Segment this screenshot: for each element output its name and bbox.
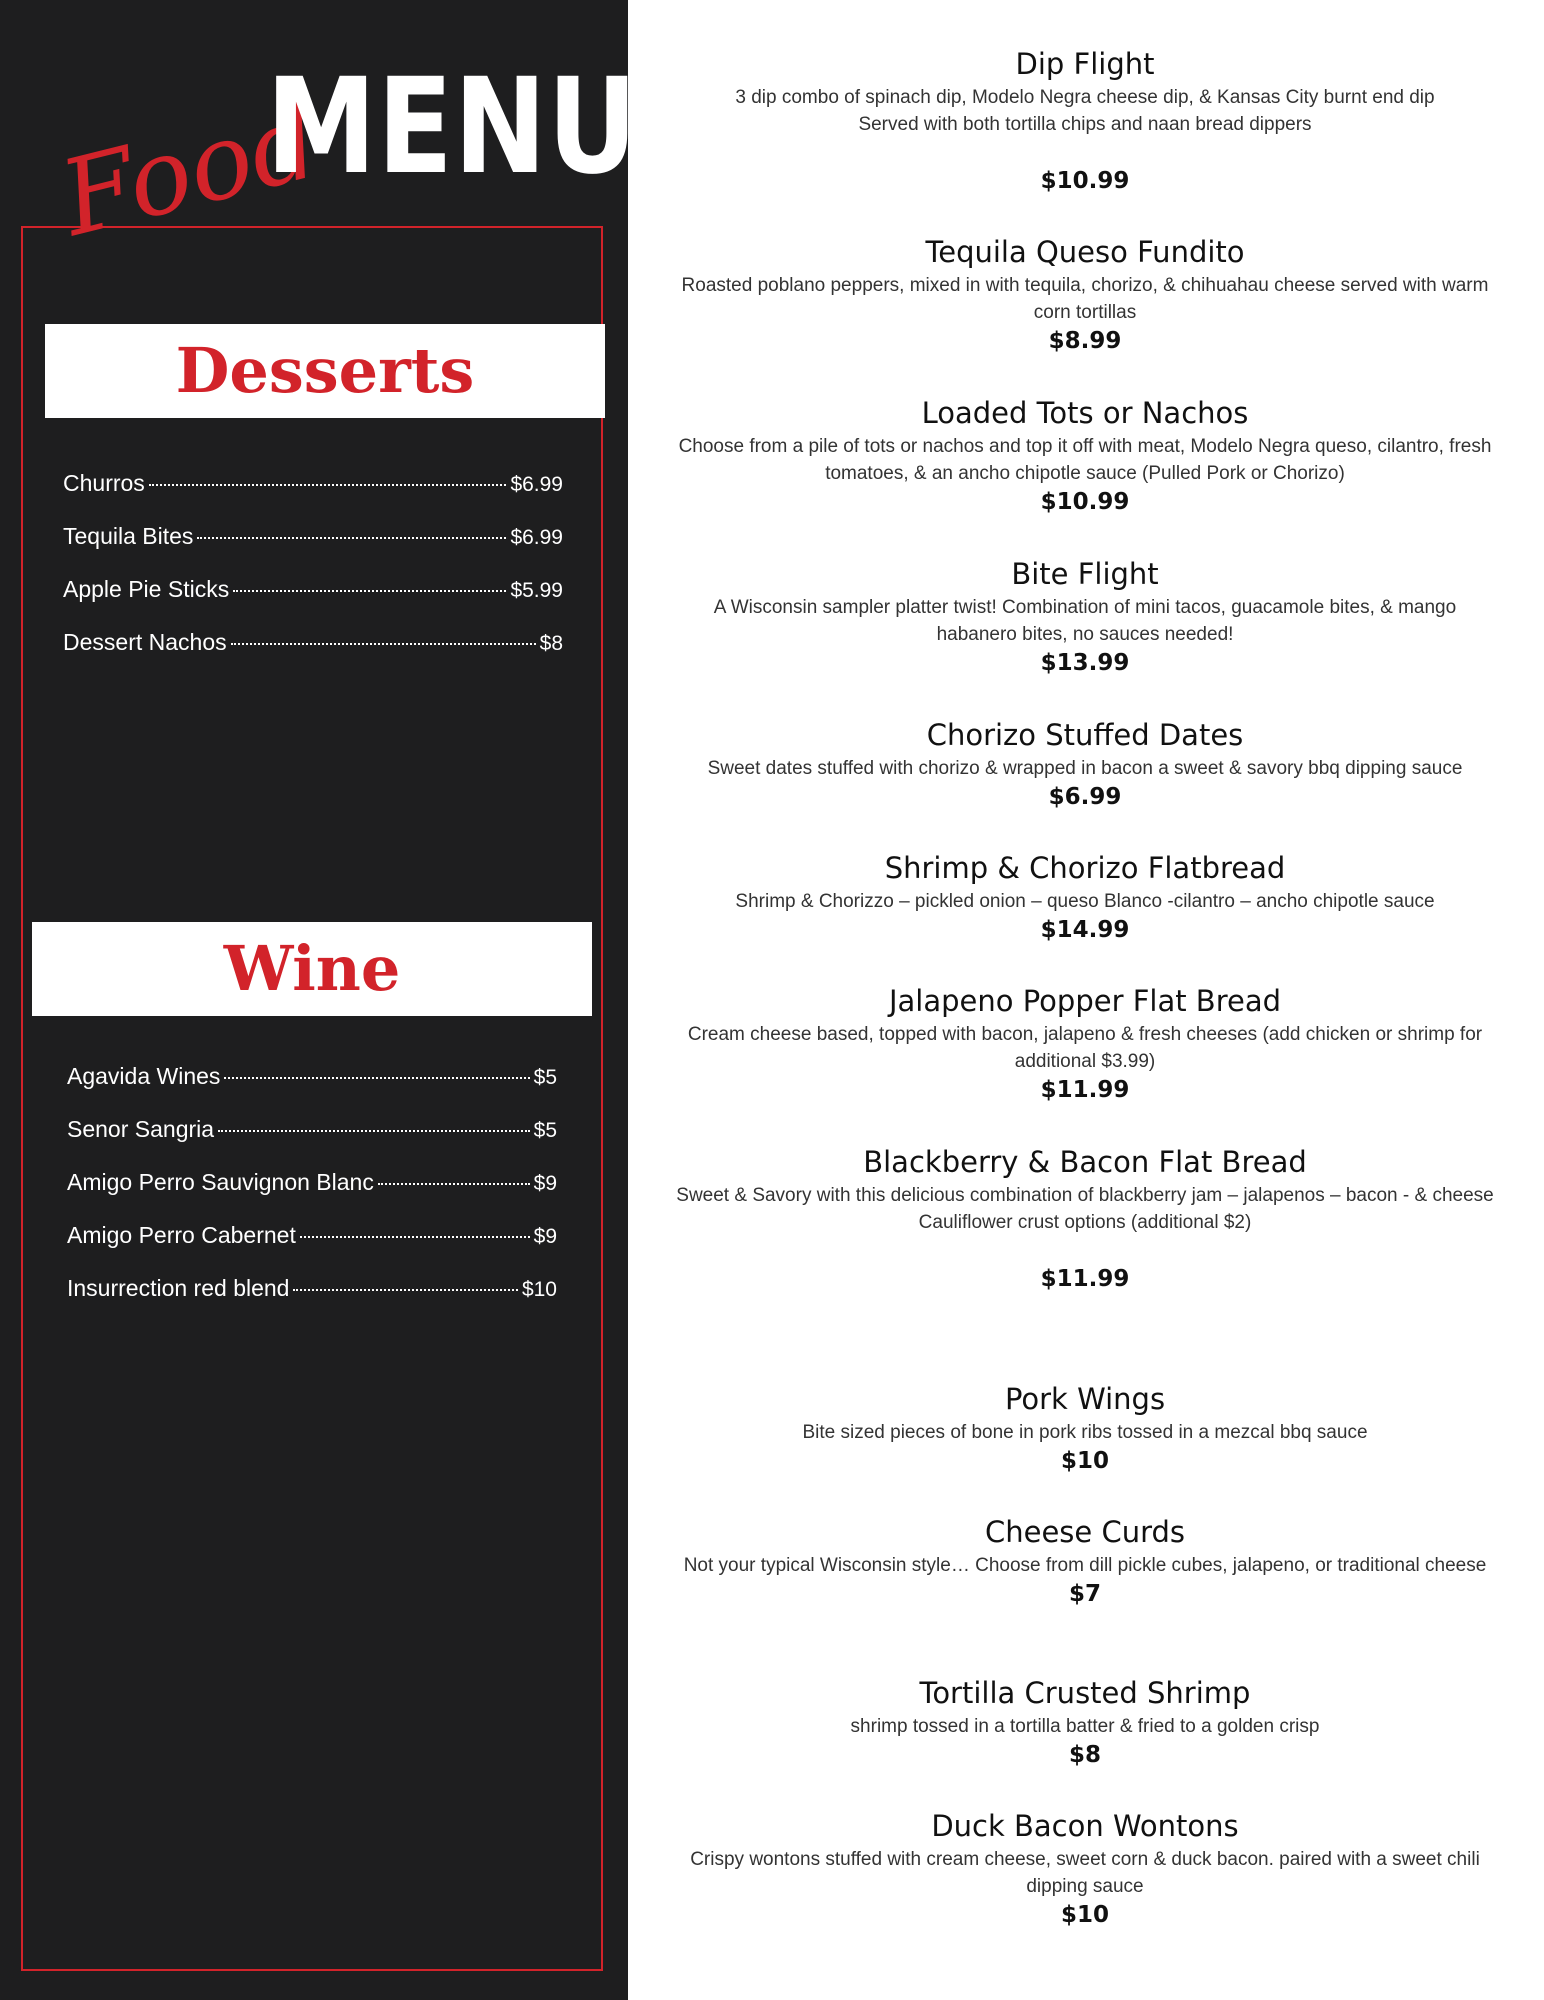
food-item-name: Tortilla Crusted Shrimp (919, 1676, 1251, 1710)
wine-price: $5 (533, 1066, 557, 1089)
wine-name: Senor Sangria (67, 1116, 215, 1142)
dot-leader (149, 484, 507, 486)
food-item-price: $8.99 (1048, 328, 1122, 354)
food-item (668, 715, 1502, 813)
dot-leader (233, 590, 506, 592)
wine-item (67, 1116, 557, 1169)
food-item-description-note: Served with both tortilla chips and naan bread dippers (858, 114, 1312, 135)
food-item-name: Shrimp & Chorizo Flatbread (884, 851, 1286, 885)
wine-name: Insurrection red blend (67, 1275, 290, 1301)
food-item-name: Bite Flight (1011, 557, 1159, 591)
food-script-logo (49, 42, 330, 260)
food-item-description: Sweet & Savory with this delicious combination of blackberry jam – jalapenos – bacon - & cheese (676, 1185, 1494, 1206)
food-item-price: $10.99 (1040, 168, 1130, 194)
food-item-name: Pork Wings (1004, 1382, 1166, 1416)
wine-name: Amigo Perro Cabernet (67, 1222, 296, 1248)
wine-item (67, 1169, 557, 1222)
food-item-description: Crispy wontons stuffed with cream cheese, sweet corn & duck bacon. paired with a sweet chili dipping sauce (690, 1849, 1480, 1897)
food-item (668, 1379, 1502, 1477)
food-item-description: 3 dip combo of spinach dip, Modelo Negra cheese dip, & Kansas City burnt end dip (735, 87, 1435, 108)
food-item-description: shrimp tossed in a tortilla batter & fried to a golden crisp (850, 1716, 1320, 1737)
dot-leader (300, 1236, 530, 1238)
food-item-price: $10 (1060, 1902, 1109, 1928)
dessert-price: $6.99 (510, 526, 563, 549)
food-item-name: Chorizo Stuffed Dates (926, 718, 1244, 752)
wine-heading: Wine (223, 932, 401, 1005)
food-item-name: Duck Bacon Wontons (931, 1809, 1239, 1843)
dot-leader (293, 1289, 517, 1291)
food-item (668, 1142, 1502, 1295)
wine-banner (32, 922, 592, 1016)
food-item (668, 393, 1502, 518)
dessert-item (63, 523, 563, 576)
wine-name: Amigo Perro Sauvignon Blanc (67, 1169, 374, 1195)
dessert-name: Apple Pie Sticks (63, 576, 230, 602)
wine-price: $9 (533, 1172, 557, 1195)
dot-leader (197, 537, 506, 539)
food-item (668, 981, 1502, 1106)
food-item-price: $10.99 (1040, 489, 1130, 515)
food-item-name: Jalapeno Popper Flat Bread (888, 984, 1282, 1018)
food-item-price: $7 (1068, 1581, 1101, 1607)
food-item-price: $8 (1068, 1742, 1101, 1768)
food-item-name: Tequila Queso Fundito (925, 235, 1245, 269)
dot-leader (218, 1130, 530, 1132)
food-item-price: $11.99 (1040, 1266, 1130, 1292)
food-item (668, 232, 1502, 357)
wine-item (67, 1063, 557, 1116)
food-script-text: Food (49, 79, 330, 260)
dessert-item (63, 576, 563, 629)
menu-title: MENU (266, 50, 639, 204)
wine-item (67, 1275, 557, 1328)
dessert-price: $8 (539, 632, 563, 655)
dessert-name: Dessert Nachos (63, 629, 227, 655)
food-item-description: Roasted poblano peppers, mixed in with tequila, chorizo, & chihuahau cheese served with warm corn tortillas (681, 275, 1489, 323)
food-item (668, 1512, 1502, 1610)
dot-leader (378, 1183, 530, 1185)
dessert-item (63, 470, 563, 523)
food-item-description-note: Cauliflower crust options (additional $2) (918, 1212, 1252, 1233)
food-item (668, 554, 1502, 679)
food-item (668, 1673, 1502, 1771)
dessert-name: Tequila Bites (63, 523, 194, 549)
dessert-item (63, 629, 563, 682)
dessert-name: Churros (63, 470, 145, 496)
food-items-column (668, 0, 1502, 2000)
food-item-description: Not your typical Wisconsin style… Choose from dill pickle cubes, jalapeno, or traditional cheese (683, 1555, 1487, 1576)
food-item-price: $6.99 (1048, 784, 1122, 810)
food-item-description: Shrimp & Chorizzo – pickled onion – queso Blanco -cilantro – ancho chipotle sauce (735, 891, 1435, 912)
food-item-name: Loaded Tots or Nachos (921, 396, 1249, 430)
food-item-name: Cheese Curds (984, 1515, 1186, 1549)
wine-item (67, 1222, 557, 1275)
wine-name: Agavida Wines (67, 1063, 221, 1089)
desserts-list (63, 470, 563, 682)
wine-price: $10 (521, 1278, 557, 1301)
food-item-price: $11.99 (1040, 1077, 1130, 1103)
food-item-price: $10 (1060, 1448, 1109, 1474)
food-item-name: Dip Flight (1015, 47, 1155, 81)
food-item-price: $14.99 (1040, 917, 1130, 943)
food-item (668, 848, 1502, 946)
food-item-description: Choose from a pile of tots or nachos and top it off with meat, Modelo Negra queso, cilantro, fresh tomatoes, & an ancho chipotle sauce (Pulled Pork or Chorizo) (678, 436, 1492, 484)
food-item (668, 44, 1502, 197)
food-item-description: Bite sized pieces of bone in pork ribs tossed in a mezcal bbq sauce (802, 1422, 1368, 1443)
food-item-name: Blackberry & Bacon Flat Bread (863, 1145, 1307, 1179)
wine-price: $5 (533, 1119, 557, 1142)
dessert-price: $6.99 (510, 473, 563, 496)
desserts-heading: Desserts (175, 334, 475, 407)
dot-leader (224, 1077, 529, 1079)
dot-leader (231, 643, 536, 645)
food-item (668, 1806, 1502, 1931)
food-item-description: A Wisconsin sampler platter twist! Combination of mini tacos, guacamole bites, & mango habanero bites, no sauces needed! (713, 597, 1457, 645)
food-item-description: Cream cheese based, topped with bacon, jalapeno & fresh cheeses (add chicken or shrimp for additional $3.99) (687, 1024, 1483, 1072)
food-item-price: $13.99 (1040, 650, 1130, 676)
desserts-banner (45, 324, 605, 418)
wine-price: $9 (533, 1225, 557, 1248)
dessert-price: $5.99 (510, 579, 563, 602)
wine-list (67, 1063, 557, 1328)
food-item-description: Sweet dates stuffed with chorizo & wrapped in bacon a sweet & savory bbq dipping sauce (707, 758, 1463, 779)
